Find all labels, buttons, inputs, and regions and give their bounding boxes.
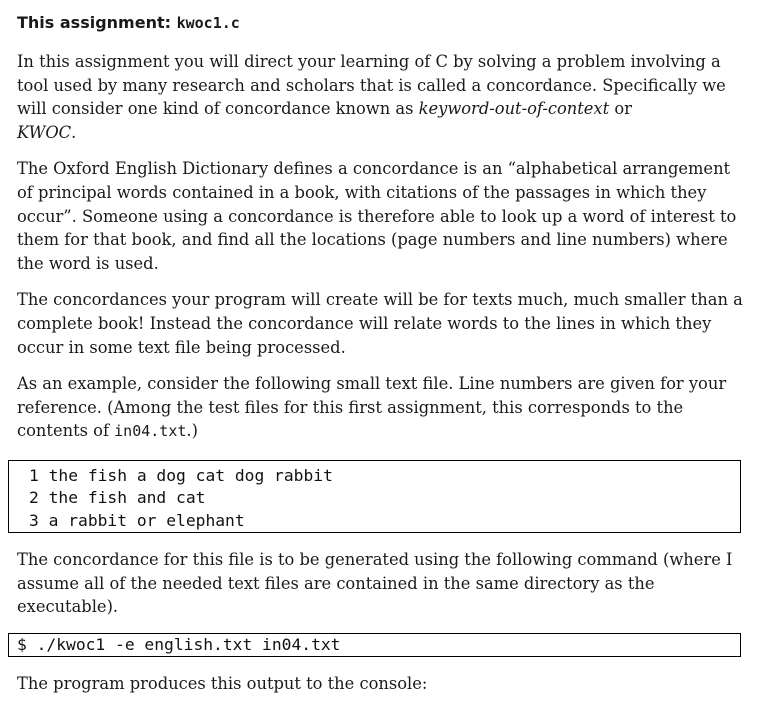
example-intro-text: As an example, consider the following small text file. Line numbers are given for your reference. (Among the test files for this first assignment, this corresponds to the contents of [17,374,727,441]
example-file-box [8,460,741,533]
example-intro-paragraph [17,372,745,444]
intro-term: keyword-out-of-context [418,99,610,119]
example-intro-end: .) [186,421,198,441]
heading-filename: kwoc1.c [176,14,240,32]
output-intro-paragraph: The program produces this output to the console: [17,673,428,693]
example-file-line-1: 1 the fish a dog cat dog rabbit [29,465,333,485]
intro-abbrev: KWOC [17,122,72,142]
intro-end: . [71,122,77,142]
assignment-document [17,0,745,695]
example-intro-filename: in04.txt [114,422,187,441]
command-box [8,633,741,657]
intro-text: In this assignment you will direct your learning of C by solving a problem involving a tool used by many research and scholars that is called a concordance. Specifically we will consider one kind of concordance known as [17,52,726,119]
example-file-line-2: 2 the fish and cat [29,488,206,508]
heading-prefix: This assignment: [17,13,177,32]
command-line: $ ./kwoc1 -e english.txt in04.txt [17,634,341,654]
intro-middle: or [609,99,632,119]
definition-paragraph: The Oxford English Dictionary defines a concordance is an “alphabetical arrangement of principal words contained in a book, with citations of the passages in which they occur”. Someone using a concordance is therefore able to look up a word of interest to them for that book, and find all the locations (page numbers and line numbers) where the word is used. [17,159,737,273]
command-intro-paragraph: The concordance for this file is to be generated using the following command (where I assume all of the needed text files are contained in the same directory as the executable). [17,549,733,617]
intro-paragraph [17,50,745,144]
scope-paragraph: The concordances your program will create will be for texts much, much smaller than a complete book! Instead the concordance will relate words to the lines in which they occur in some text file being processed. [17,290,743,357]
example-file-line-3: 3 a rabbit or elephant [29,510,245,530]
assignment-heading [17,12,745,34]
